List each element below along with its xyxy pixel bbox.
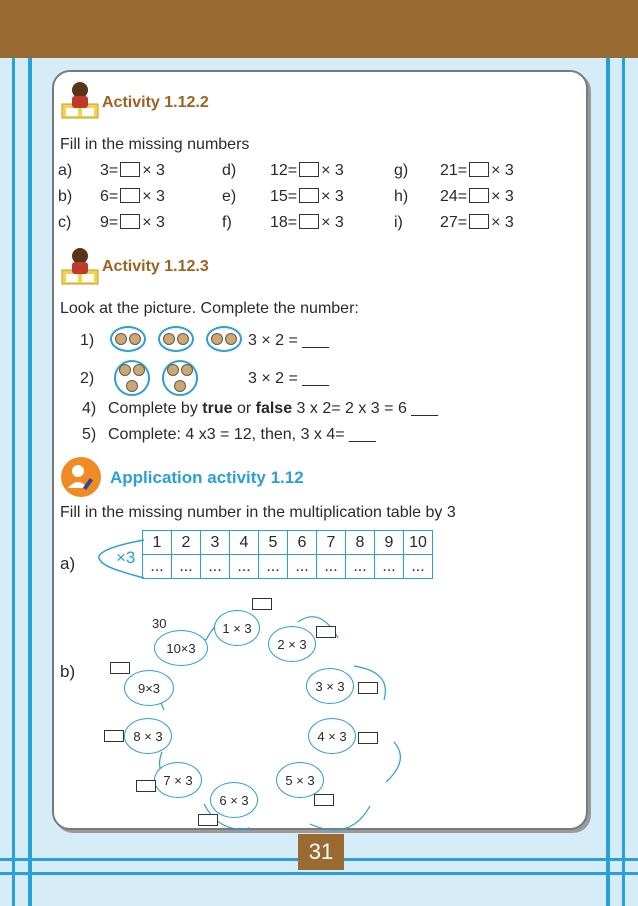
cycle-answer-box[interactable]	[358, 682, 378, 694]
application-person-icon	[60, 456, 102, 498]
exercise-h-expr: 24= × 3	[440, 188, 514, 205]
exercise-a: a)	[58, 162, 73, 179]
q2-label: 2)	[80, 370, 95, 387]
student-reading-icon	[60, 78, 102, 122]
table-answer-cell[interactable]: ...	[172, 555, 201, 579]
application-instruction: Fill in the missing number in the multiplication table by 3	[60, 504, 456, 521]
q1-expression: 3 × 2 = ___	[248, 332, 329, 349]
page-number: 31	[298, 834, 344, 870]
answer-box[interactable]	[299, 188, 319, 203]
right-border-line-2	[622, 58, 625, 906]
answer-box[interactable]	[299, 214, 319, 229]
table-header-cell: 2	[172, 531, 201, 555]
q4-label: 4)	[82, 400, 97, 417]
exercise-g-expr: 21= × 3	[440, 162, 514, 179]
exercise-h: h)	[394, 188, 409, 205]
table-answer-cell[interactable]: ...	[375, 555, 404, 579]
coin-group	[110, 326, 146, 352]
table-answer-cell[interactable]: ...	[143, 555, 172, 579]
student-reading-icon	[60, 244, 102, 288]
part-b-label: b)	[60, 662, 76, 681]
table-header-cell: 10	[404, 531, 433, 555]
table-answer-cell[interactable]: ...	[259, 555, 288, 579]
exercise-f-expr: 18= × 3	[270, 214, 344, 231]
table-answer-row	[143, 555, 433, 579]
table-header-cell: 5	[259, 531, 288, 555]
answer-box[interactable]	[120, 188, 140, 203]
exercise-i-expr: 27= × 3	[440, 214, 514, 231]
exercise-c: c)	[58, 214, 72, 231]
cycle-node-4: 4 × 3	[308, 718, 356, 754]
table-answer-cell[interactable]: ...	[404, 555, 433, 579]
table-answer-cell[interactable]: ...	[346, 555, 375, 579]
table-header-cell: 7	[317, 531, 346, 555]
exercise-e-expr: 15= × 3	[270, 188, 344, 205]
q4-text: Complete by true or false 3 x 2= 2 x 3 = 6 ___	[108, 400, 438, 417]
exercise-d-expr: 12= × 3	[270, 162, 344, 179]
table-header-cell: 3	[201, 531, 230, 555]
activity-2-instruction: Look at the picture. Complete the number:	[60, 300, 359, 317]
left-border-line	[12, 58, 15, 906]
part-a-label: a)	[60, 554, 76, 573]
multiplier-label: ×3	[116, 548, 136, 567]
coin-group	[162, 360, 198, 396]
application-title: Application activity 1.12	[110, 468, 304, 487]
exercise-g: g)	[394, 162, 409, 179]
activity-1-instruction: Fill in the missing numbers	[60, 136, 250, 153]
cycle-answer-box[interactable]	[252, 598, 272, 610]
right-border-line	[606, 58, 610, 906]
table-header-cell: 8	[346, 531, 375, 555]
q2-expression: 3 × 2 = ___	[248, 370, 329, 387]
table-answer-cell[interactable]: ...	[230, 555, 259, 579]
cycle-answer-box[interactable]	[110, 662, 130, 674]
answer-box[interactable]	[120, 162, 140, 177]
cycle-answer-box[interactable]	[104, 730, 124, 742]
cycle-answer-box[interactable]	[358, 732, 378, 744]
cycle-node-9: 9×3	[124, 670, 174, 706]
activity-1-title: Activity 1.12.2	[102, 94, 209, 111]
answer-box[interactable]	[469, 214, 489, 229]
exercise-c-expr: 9= × 3	[100, 214, 165, 231]
cycle-answer-box[interactable]	[136, 780, 156, 792]
answer-box[interactable]	[299, 162, 319, 177]
content-card	[52, 70, 588, 830]
table-answer-cell[interactable]: ...	[201, 555, 230, 579]
table-header-row	[143, 531, 433, 555]
left-border-line-2	[28, 58, 32, 906]
table-answer-cell[interactable]: ...	[317, 555, 346, 579]
exercise-f: f)	[222, 214, 232, 231]
cycle-node-10: 10×3	[154, 630, 208, 666]
cycle-answer-box[interactable]	[316, 626, 336, 638]
q5-label: 5)	[82, 426, 97, 443]
table-header-cell: 6	[288, 531, 317, 555]
cycle-node-8: 8 × 3	[124, 718, 172, 754]
activity-2-title: Activity 1.12.3	[102, 258, 209, 275]
exercise-b: b)	[58, 188, 73, 205]
q1-label: 1)	[80, 332, 95, 349]
coin-group	[206, 326, 242, 352]
exercise-i: i)	[394, 214, 403, 231]
exercise-a-expr: 3= × 3	[100, 162, 165, 179]
table-header-cell: 1	[143, 531, 172, 555]
top-bar	[0, 0, 638, 58]
exercise-b-expr: 6= × 3	[100, 188, 165, 205]
answer-box[interactable]	[120, 214, 140, 229]
coin-group	[158, 326, 194, 352]
table-header-cell: 9	[375, 531, 404, 555]
cycle-start-value: 30	[152, 616, 167, 631]
table-header-cell: 4	[230, 531, 259, 555]
cycle-node-6: 6 × 3	[210, 782, 258, 818]
cycle-node-5: 5 × 3	[276, 762, 324, 798]
exercise-d: d)	[222, 162, 237, 179]
cycle-node-2: 2 × 3	[268, 626, 316, 662]
q5-text: Complete: 4 x3 = 12, then, 3 x 4= ___	[108, 426, 376, 443]
table-answer-cell[interactable]: ...	[288, 555, 317, 579]
bottom-border-line-2	[0, 872, 638, 875]
cycle-node-1: 1 × 3	[214, 610, 260, 646]
answer-box[interactable]	[469, 162, 489, 177]
cycle-answer-box[interactable]	[314, 794, 334, 806]
coin-group	[114, 360, 150, 396]
multiplication-table	[142, 530, 433, 579]
answer-box[interactable]	[469, 188, 489, 203]
cycle-answer-box[interactable]	[198, 814, 218, 826]
cycle-node-3: 3 × 3	[306, 668, 354, 704]
exercise-e: e)	[222, 188, 237, 205]
cycle-node-7: 7 × 3	[154, 762, 202, 798]
